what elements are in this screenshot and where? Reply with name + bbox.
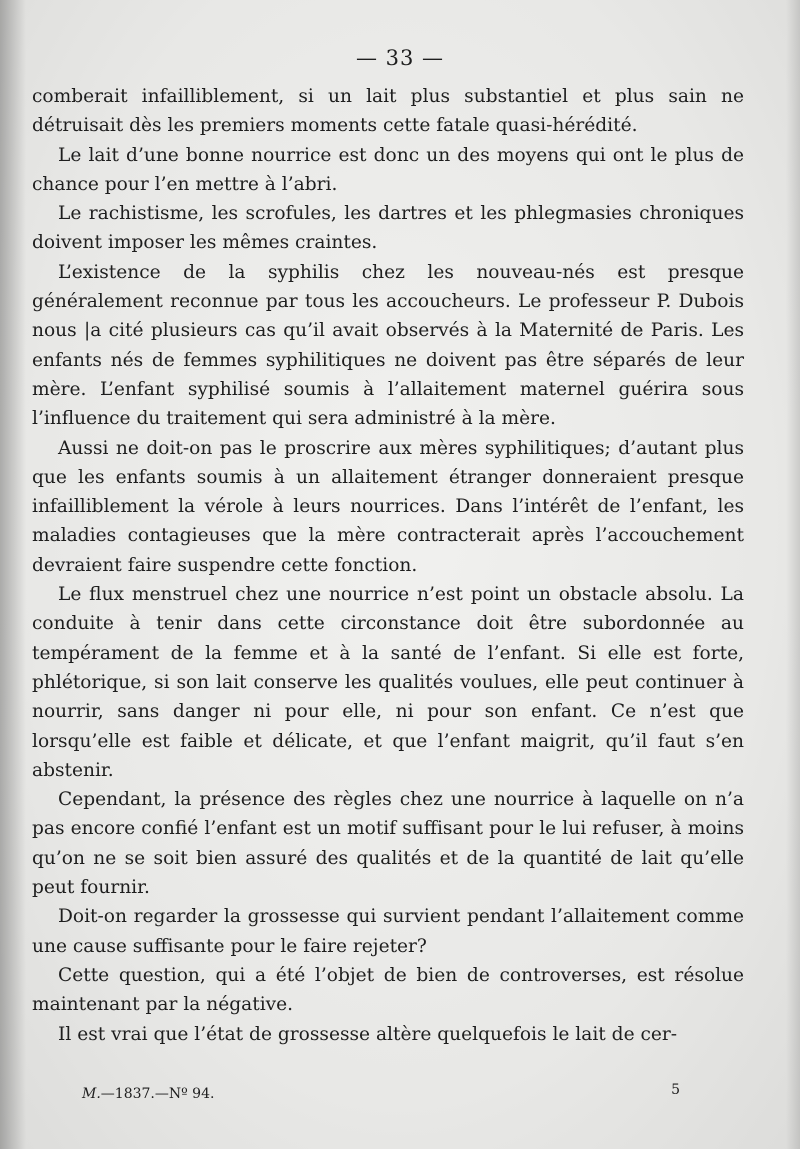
paragraph-presence-regles: Cependant, la présence des règles chez une nourrice à laquelle on n’a pas encore confié l’enfant est un motif suffisant pour le lui refuser, à moins qu’on ne se soit bien assuré des qualités et de la quantité de lait qu’elle peut fournir. bbox=[32, 789, 744, 899]
paragraph-etat-grossesse: Il est vrai que l’état de grossesse altère quelquefois le lait de cer- bbox=[58, 1023, 678, 1045]
page-number: — 33 — bbox=[355, 46, 445, 70]
edge-shadow bbox=[786, 0, 800, 1149]
body-text bbox=[32, 82, 744, 1049]
signature-letter: M. bbox=[82, 1086, 101, 1102]
paragraph-meres-syphilitiques: Aussi ne doit-on pas le proscrire aux mères syphilitiques; d’autant plus que les enfants soumis à un allaitement étranger donneraient presque infailliblement la vérole à leurs nourrices. Dans l’intérêt de l’enfant, les maladies contagieuses que la mère contracterait après l’accouchement devraient faire suspendre cette fonction. bbox=[32, 437, 744, 576]
binding-shadow bbox=[0, 0, 26, 1149]
sheet-number: 5 bbox=[671, 1082, 680, 1098]
signature-date: —1837.—Nº 94. bbox=[100, 1086, 215, 1102]
page-footer bbox=[82, 1082, 680, 1108]
paragraph-rachistisme: Le rachistisme, les scrofules, les dartres et les phlegmasies chroniques doivent imposer les mêmes craintes. bbox=[32, 203, 744, 254]
paragraph-bonne-nourrice: Le lait d’une bonne nourrice est donc un des moyens qui ont le plus de chance pour l’en mettre à l’abri. bbox=[32, 144, 744, 195]
paragraph-continuation: comberait infailliblement, si un lait plus substantiel et plus sain ne détruisait dès les premiers moments cette fatale quasi-hérédité. bbox=[32, 86, 744, 137]
paragraph-grossesse-question: Doit-on regarder la grossesse qui survient pendant l’allaitement comme une cause suffisante pour le faire rejeter? bbox=[32, 906, 744, 957]
paragraph-flux-menstruel: Le flux menstruel chez une nourrice n’est point un obstacle absolu. La conduite à tenir dans cette circonstance doit être subordonnée au tempérament de la femme et à la santé de l’enfant. Si elle est forte, phlétorique, si son lait conserve les qualités voulues, elle peut continuer à nourrir, sans danger ni pour elle, ni pour son enfant. Ce n’est que lorsqu’elle est faible et délicate, et que l’enfant maigrit, qu’il faut s’en abstenir. bbox=[32, 584, 744, 781]
paragraph-controverses: Cette question, qui a été l’objet de bien de controverses, est résolue maintenant par la négative. bbox=[32, 964, 744, 1016]
paragraph-syphilis: L’existence de la syphilis chez les nouveau-nés est presque généralement reconnue par tous les accoucheurs. Le professeur P. Dubois nous |a cité plusieurs cas qu’il avait observés à la Maternité de Paris. Les enfants nés de femmes syphilitiques ne doivent pas être séparés de leur mère. L’enfant syphilisé soumis à l’allaitement maternel guérira sous l’influence du traitement qui sera administré à la mère. bbox=[32, 261, 744, 430]
printer-signature bbox=[82, 1086, 214, 1102]
